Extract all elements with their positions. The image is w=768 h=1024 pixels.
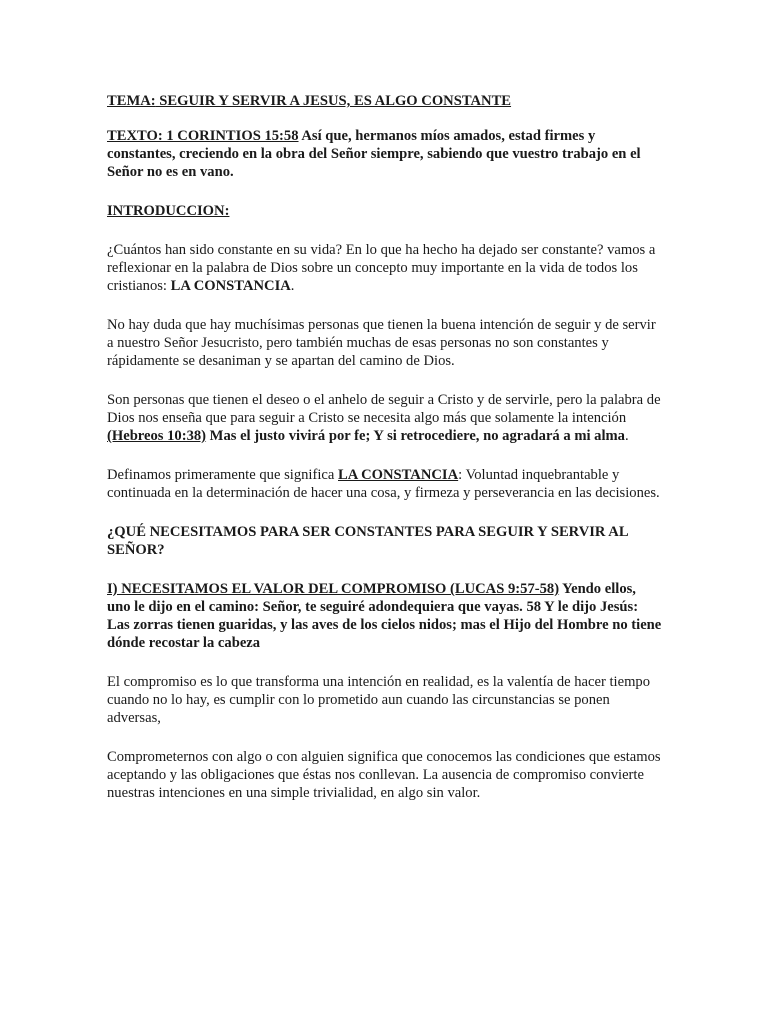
definition-intro: Definamos primeramente que significa bbox=[107, 467, 338, 483]
texto-verse: Así que, hermanos míos amados, estad firmes y constantes, creciendo en la obra del Señor siempre, sabiendo que vuestro trabajo en el Señor no es en vano. bbox=[107, 128, 641, 180]
intro-paragraph-1-end: . bbox=[290, 278, 295, 294]
constancia-emphasis: LA CONSTANCIA bbox=[170, 278, 291, 294]
definition-text: : Voluntad inquebrantable y continuada en la determinación de hacer una cosa, y firmeza y perseverancia en las decisiones. bbox=[107, 467, 660, 501]
compromiso-paragraph-1: El compromiso es lo que transforma una intención en realidad, es la valentía de hacer tiempo cuando no lo hay, es cumplir con lo prometido aun cuando las circunstancias se ponen adversas, bbox=[107, 674, 651, 726]
intro-paragraph-3-end: . bbox=[624, 428, 629, 444]
intro-paragraph-2: No hay duda que hay muchísimas personas que tienen la buena intención de seguir y de servir a nuestro Señor Jesucristo, pero también muchas de esas personas no son constantes y rápidamente se desaniman y se apartan del camino de Dios. bbox=[107, 317, 656, 369]
texto-reference: TEXTO: 1 CORINTIOS 15:58 bbox=[107, 128, 299, 144]
point-1-paragraph bbox=[107, 580, 662, 652]
question-heading: ¿QUÉ NECESITAMOS PARA SER CONSTANTES PARA SEGUIR Y SERVIR AL SEÑOR? bbox=[107, 524, 628, 558]
compromiso-paragraph-2: Comprometernos con algo o con alguien significa que conocemos las condiciones que estamos aceptando y las obligaciones que éstas nos conllevan. La ausencia de compromiso convierte nuestras intenciones en una simple trivialidad, en algo sin valor. bbox=[107, 749, 661, 801]
texto-paragraph bbox=[107, 127, 662, 181]
hebreos-verse: Mas el justo vivirá por fe; Y si retrocediere, no agradará a mi alma bbox=[206, 428, 625, 444]
tema-title: SEGUIR Y SERVIR A JESUS, ES ALGO CONSTANTE bbox=[155, 93, 512, 109]
tema-line bbox=[107, 92, 662, 110]
definition-term: LA CONSTANCIA bbox=[338, 467, 459, 483]
intro-paragraph-3 bbox=[107, 391, 662, 445]
tema-label: TEMA: bbox=[107, 93, 156, 109]
point-1-heading: I) NECESITAMOS EL VALOR DEL COMPROMISO (LUCAS 9:57-58) bbox=[107, 581, 560, 597]
intro-paragraph-1-text: ¿Cuántos han sido constante en su vida? En lo que ha hecho ha dejado ser constante? vamos a reflexionar en la palabra de Dios sobre un concepto muy importante en la vida de todos los cristianos: bbox=[107, 242, 656, 294]
hebreos-reference: (Hebreos 10:38) bbox=[107, 428, 207, 444]
intro-paragraph-1 bbox=[107, 241, 662, 295]
point-1-verse: Yendo ellos, uno le dijo en el camino: Señor, te seguiré adondequiera que vayas. 58 Y le dijo Jesús: Las zorras tienen guaridas, y las aves de los cielos nidos; mas el Hijo del Hombre no tiene dónde recostar la cabeza bbox=[107, 581, 662, 651]
intro-paragraph-3-text: Son personas que tienen el deseo o el anhelo de seguir a Cristo y de servirle, pero la palabra de Dios nos enseña que para seguir a Cristo se necesita algo más que solamente la intención bbox=[107, 392, 661, 426]
intro-heading: INTRODUCCION: bbox=[107, 203, 230, 219]
definition-paragraph bbox=[107, 466, 662, 502]
